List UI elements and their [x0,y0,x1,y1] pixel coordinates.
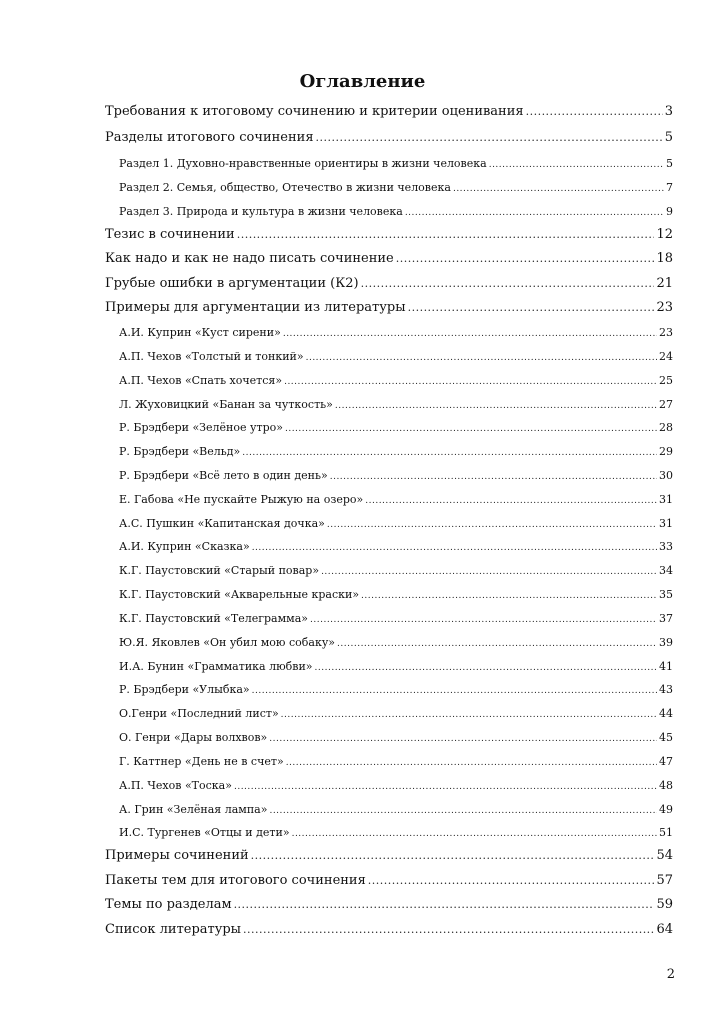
dot-leader [316,130,663,146]
toc-entry[interactable] [119,803,673,818]
toc-entry-label: А.П. Чехов «Толстый и тонкий» [119,350,304,363]
toc-entry-page: 3 [664,104,673,119]
toc-entry[interactable] [119,588,673,603]
toc-entry-page: 47 [659,755,673,768]
page-title: Оглавление [299,71,426,92]
toc-entry[interactable] [119,350,673,365]
toc-entry-label: Ю.Я. Яковлев «Он убил мою собаку» [119,636,336,649]
dot-leader [252,541,657,555]
dot-leader [405,206,664,220]
toc-entry-label: А.П. Чехов «Спать хочется» [119,374,283,387]
toc-entry-label: Р. Брэдбери «Зелёное утро» [119,421,283,434]
toc-entry-page: 57 [656,873,673,888]
toc-entry-label: А.И. Куприн «Куст сирени» [119,326,281,339]
toc-entry-page: 44 [659,707,673,720]
dot-leader [306,351,657,365]
toc-entry[interactable] [119,205,673,220]
toc-entry-page: 39 [659,636,673,649]
toc-entry[interactable] [105,897,673,913]
toc-entry-label: Л. Жуховицкий «Банан за чуткость» [119,398,333,411]
toc-entry-page: 30 [659,469,673,482]
dot-leader [281,708,657,722]
toc-entry[interactable] [119,540,673,555]
toc-entry-label: А.П. Чехов «Тоска» [119,779,232,792]
dot-leader [408,300,655,316]
dot-leader [242,446,657,460]
toc-entry[interactable] [105,873,673,889]
toc-entry-label: Р. Брэдбери «Улыбка» [119,683,250,696]
toc-entry-page: 34 [659,564,673,577]
dot-leader [292,827,657,841]
toc-entry-label: Грубые ошибки в аргументации (К2) [105,276,359,291]
toc-entry[interactable] [119,612,673,627]
toc-entry[interactable] [119,564,673,579]
toc-entry[interactable] [105,848,673,864]
toc-entry-page: 43 [659,683,673,696]
toc-entry[interactable] [119,326,673,341]
toc-entry-label: Е. Габова «Не пускайте Рыжую на озеро» [119,493,364,506]
toc-entry-page: 12 [656,227,673,242]
dot-leader [234,780,657,794]
toc-entry-label: Требования к итоговому сочинению и критерии оценивания [105,104,524,119]
toc-entry-label: Как надо и как не надо писать сочинение [105,251,394,266]
toc-entry-label: Примеры сочинений [105,848,249,863]
toc-entry-page: 51 [659,826,673,839]
toc-entry[interactable] [119,826,673,841]
toc-entry-label: Р. Брэдбери «Всё лето в один день» [119,469,328,482]
dot-leader [368,873,655,889]
toc-entry-page: 33 [659,540,673,553]
dot-leader [286,756,657,770]
toc-entry-label: Р. Брэдбери «Вельд» [119,445,241,458]
toc-entry-page: 5 [664,130,673,145]
toc-entry-label: Раздел 2. Семья, общество, Отечество в жизни человека [119,181,451,194]
toc-entry-page: 23 [659,326,673,339]
toc-entry[interactable] [119,157,673,172]
toc-entry[interactable] [119,636,673,651]
toc-entry-page: 25 [659,374,673,387]
toc-entry[interactable] [105,276,673,292]
toc-entry[interactable] [105,251,673,267]
toc-entry-page: 31 [659,517,673,530]
dot-leader [284,375,657,389]
toc-entry[interactable] [119,493,673,508]
toc-entry[interactable] [105,130,673,146]
page-number: 2 [666,967,675,982]
dot-leader [526,104,663,120]
dot-leader [327,518,657,532]
dot-leader [330,470,657,484]
toc-entry-page: 9 [666,205,673,218]
toc-entry-label: О. Генри «Дары волхвов» [119,731,268,744]
toc-entry-page: 48 [659,779,673,792]
toc-entry-page: 54 [656,848,673,863]
toc-entry-page: 29 [659,445,673,458]
toc-entry-page: 37 [659,612,673,625]
toc-entry-label: Темы по разделам [105,897,232,912]
toc-entry[interactable] [119,660,673,675]
toc-entry-page: 24 [659,350,673,363]
dot-leader [283,327,657,341]
toc-entry-label: Разделы итогового сочинения [105,130,314,145]
dot-leader [234,897,655,913]
toc-entry-page: 45 [659,731,673,744]
toc-entry[interactable] [119,517,673,532]
toc-entry-page: 41 [659,660,673,673]
toc-entry-label: А.И. Куприн «Сказка» [119,540,250,553]
toc-entry-page: 7 [666,181,673,194]
dot-leader [396,251,655,267]
toc-entry-label: О.Генри «Последний лист» [119,707,279,720]
toc-entry-page: 49 [659,803,673,816]
toc-entry-page: 31 [659,493,673,506]
toc-entry-page: 23 [656,300,673,315]
toc-entry-label: Тезис в сочинении [105,227,235,242]
dot-leader [335,399,657,413]
dot-leader [243,922,654,938]
toc-entry-page: 21 [656,276,673,291]
toc-entry[interactable] [119,683,673,698]
toc-entry-page: 27 [659,398,673,411]
dot-leader [310,613,657,627]
dot-leader [361,589,657,603]
toc-entry-label: Пакеты тем для итогового сочинения [105,873,366,888]
toc-entry-label: К.Г. Паустовский «Старый повар» [119,564,320,577]
toc-entry[interactable] [119,398,673,413]
toc-entry[interactable] [119,469,673,484]
toc-entry-label: А.С. Пушкин «Капитанская дочка» [119,517,325,530]
toc-entry[interactable] [119,707,673,722]
toc-entry[interactable] [119,445,673,460]
toc-entry-label: А. Грин «Зелёная лампа» [119,803,268,816]
toc-entry-page: 35 [659,588,673,601]
dot-leader [285,422,657,436]
toc-entry[interactable] [105,227,673,243]
toc-entry[interactable] [119,755,673,770]
toc-entry-label: И.С. Тургенев «Отцы и дети» [119,826,290,839]
dot-leader [321,565,657,579]
toc-entry-page: 18 [656,251,673,266]
dot-leader [237,227,655,243]
toc-entry-label: Г. Каттнер «День не в счет» [119,755,284,768]
toc-entry-label: К.Г. Паустовский «Акварельные краски» [119,588,360,601]
toc-entry-page: 64 [656,922,673,937]
dot-leader [365,494,657,508]
dot-leader [337,637,657,651]
dot-leader [251,848,655,864]
dot-leader [269,804,657,818]
dot-leader [315,661,657,675]
toc-entry[interactable] [119,779,673,794]
toc-entry-page: 28 [659,421,673,434]
toc-entry-page: 5 [666,157,673,170]
toc-entry-label: Раздел 3. Природа и культура в жизни человека [119,205,403,218]
toc-entry-page: 59 [656,897,673,912]
toc-entry[interactable] [119,731,673,746]
toc-entry-label: Раздел 1. Духовно-нравственные ориентиры в жизни человека [119,157,487,170]
toc-entry[interactable] [119,181,673,196]
toc-entry-label: К.Г. Паустовский «Телеграмма» [119,612,309,625]
toc-entry[interactable] [105,922,673,938]
dot-leader [361,276,655,292]
dot-leader [453,182,664,196]
toc-entry[interactable] [119,421,673,436]
toc-entry[interactable] [105,104,673,120]
dot-leader [252,684,657,698]
toc-entry[interactable] [119,374,673,389]
toc-entry-label: И.А. Бунин «Грамматика любви» [119,660,313,673]
toc-entry-label: Список литературы [105,922,242,937]
toc-entry-label: Примеры для аргументации из литературы [105,300,406,315]
dot-leader [269,732,657,746]
dot-leader [489,158,664,172]
toc-entry[interactable] [105,300,673,316]
